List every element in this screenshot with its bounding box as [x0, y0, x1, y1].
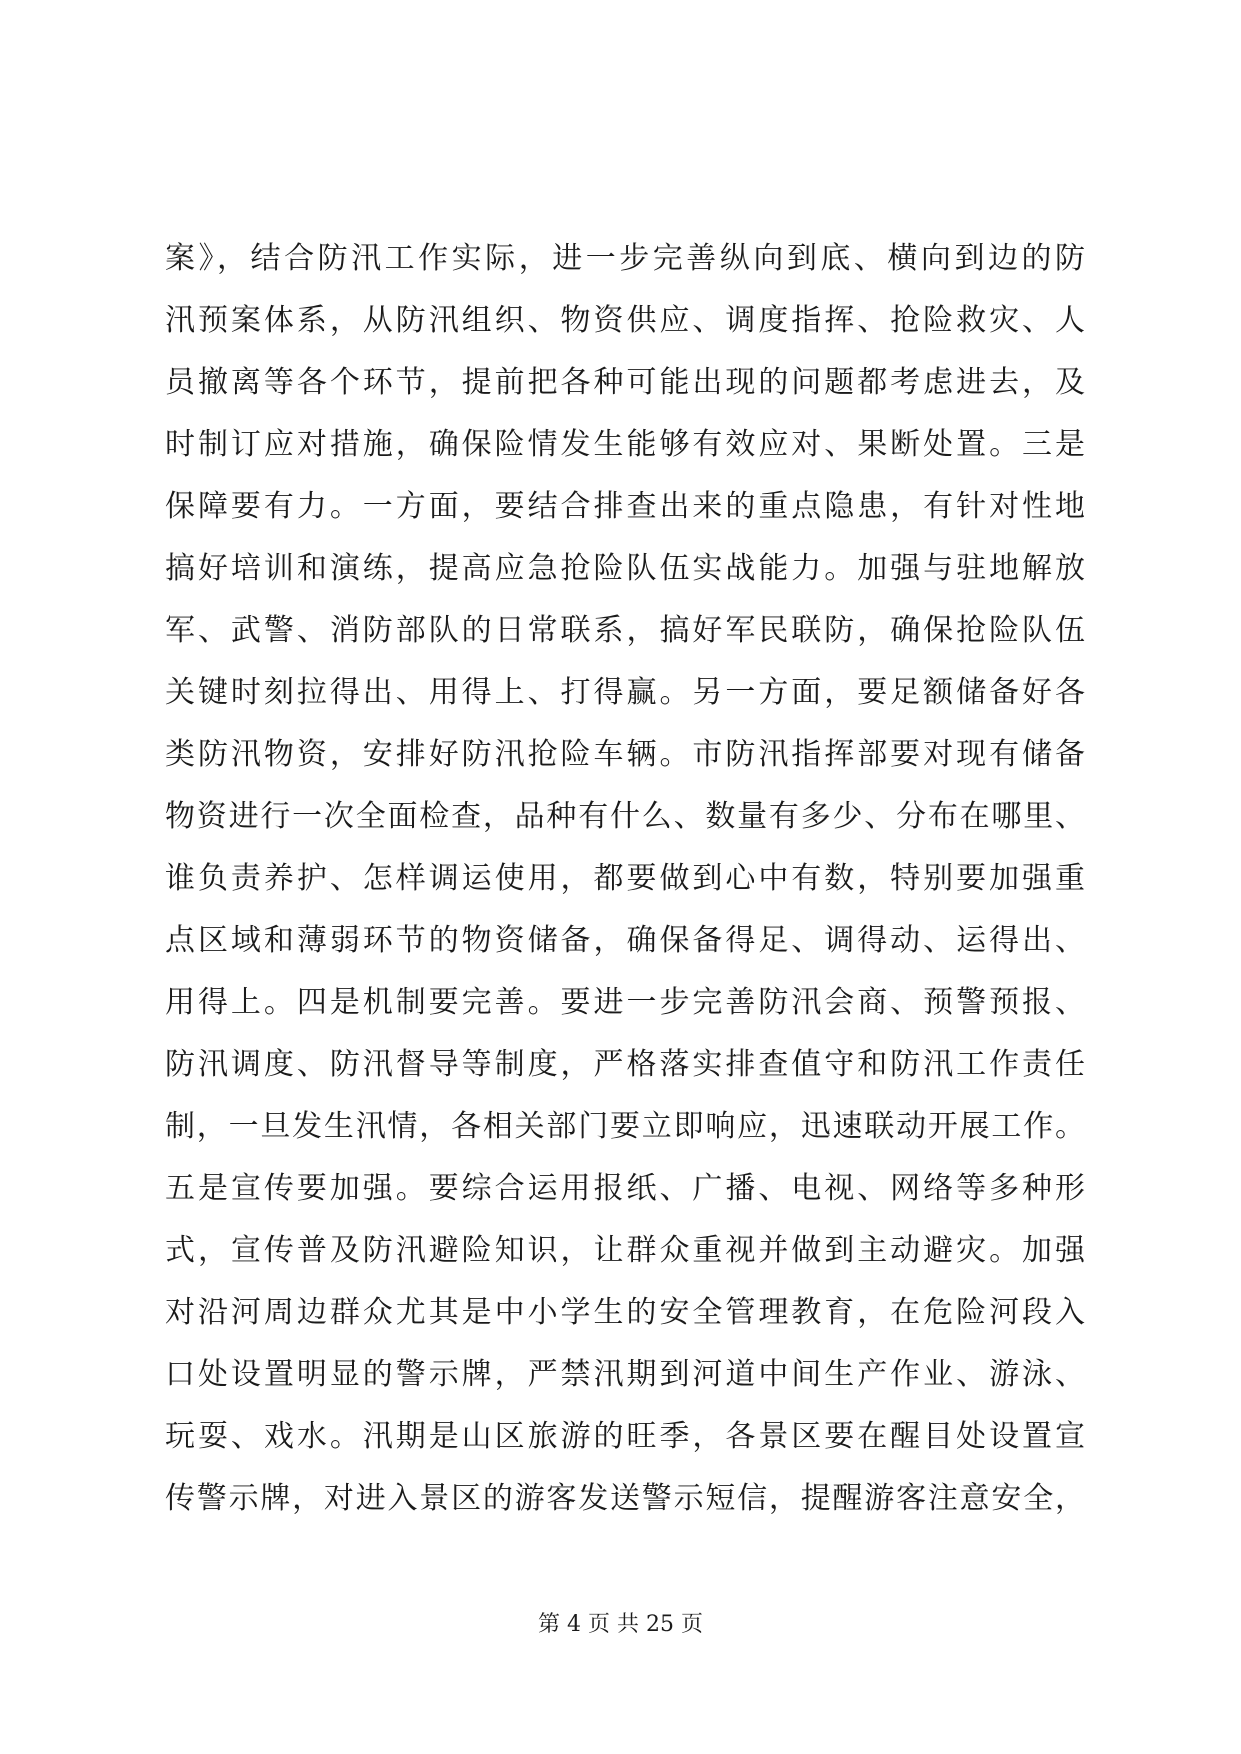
- text-line: 军、武警、消防部队的日常联系，搞好军民联防，确保抢险队伍: [165, 613, 1085, 648]
- text-line: 玩耍、戏水。汛期是山区旅游的旺季，各景区要在醒目处设置宣: [165, 1419, 1085, 1454]
- text-line: 汛预案体系，从防汛组织、物资供应、调度指挥、抢险救灾、人: [165, 303, 1085, 338]
- text-line: 员撤离等各个环节，提前把各种可能出现的问题都考虑进去，及: [165, 365, 1085, 400]
- text-line: 案》，结合防汛工作实际，进一步完善纵向到底、横向到边的防: [165, 241, 1085, 276]
- text-line: 传警示牌，对进入景区的游客发送警示短信，提醒游客注意安全，: [165, 1481, 1085, 1516]
- text-line: 物资进行一次全面检查，品种有什么、数量有多少、分布在哪里、: [165, 799, 1085, 834]
- text-line: 点区域和薄弱环节的物资储备，确保备得足、调得动、运得出、: [165, 923, 1085, 958]
- text-line: 关键时刻拉得出、用得上、打得赢。另一方面，要足额储备好各: [165, 675, 1085, 710]
- text-line: 用得上。四是机制要完善。要进一步完善防汛会商、预警预报、: [165, 985, 1085, 1020]
- text-line: 时制订应对措施，确保险情发生能够有效应对、果断处置。三是: [165, 427, 1085, 462]
- body-paragraph: [165, 228, 1085, 1530]
- text-line: 五是宣传要加强。要综合运用报纸、广播、电视、网络等多种形: [165, 1171, 1085, 1206]
- text-line: 口处设置明显的警示牌，严禁汛期到河道中间生产作业、游泳、: [165, 1357, 1085, 1392]
- text-line: 保障要有力。一方面，要结合排查出来的重点隐患，有针对性地: [165, 489, 1085, 524]
- text-line: 防汛调度、防汛督导等制度，严格落实排查值守和防汛工作责任: [165, 1047, 1085, 1082]
- text-line: 式，宣传普及防汛避险知识，让群众重视并做到主动避灾。加强: [165, 1233, 1085, 1268]
- text-line: 制，一旦发生汛情，各相关部门要立即响应，迅速联动开展工作。: [165, 1109, 1085, 1144]
- text-line: 对沿河周边群众尤其是中小学生的安全管理教育，在危险河段入: [165, 1295, 1085, 1330]
- page-number-footer: 第 4 页 共 25 页: [538, 1612, 703, 1637]
- text-line: 谁负责养护、怎样调运使用，都要做到心中有数，特别要加强重: [165, 861, 1085, 896]
- text-line: 类防汛物资，安排好防汛抢险车辆。市防汛指挥部要对现有储备: [165, 737, 1085, 772]
- text-line: 搞好培训和演练，提高应急抢险队伍实战能力。加强与驻地解放: [165, 551, 1085, 586]
